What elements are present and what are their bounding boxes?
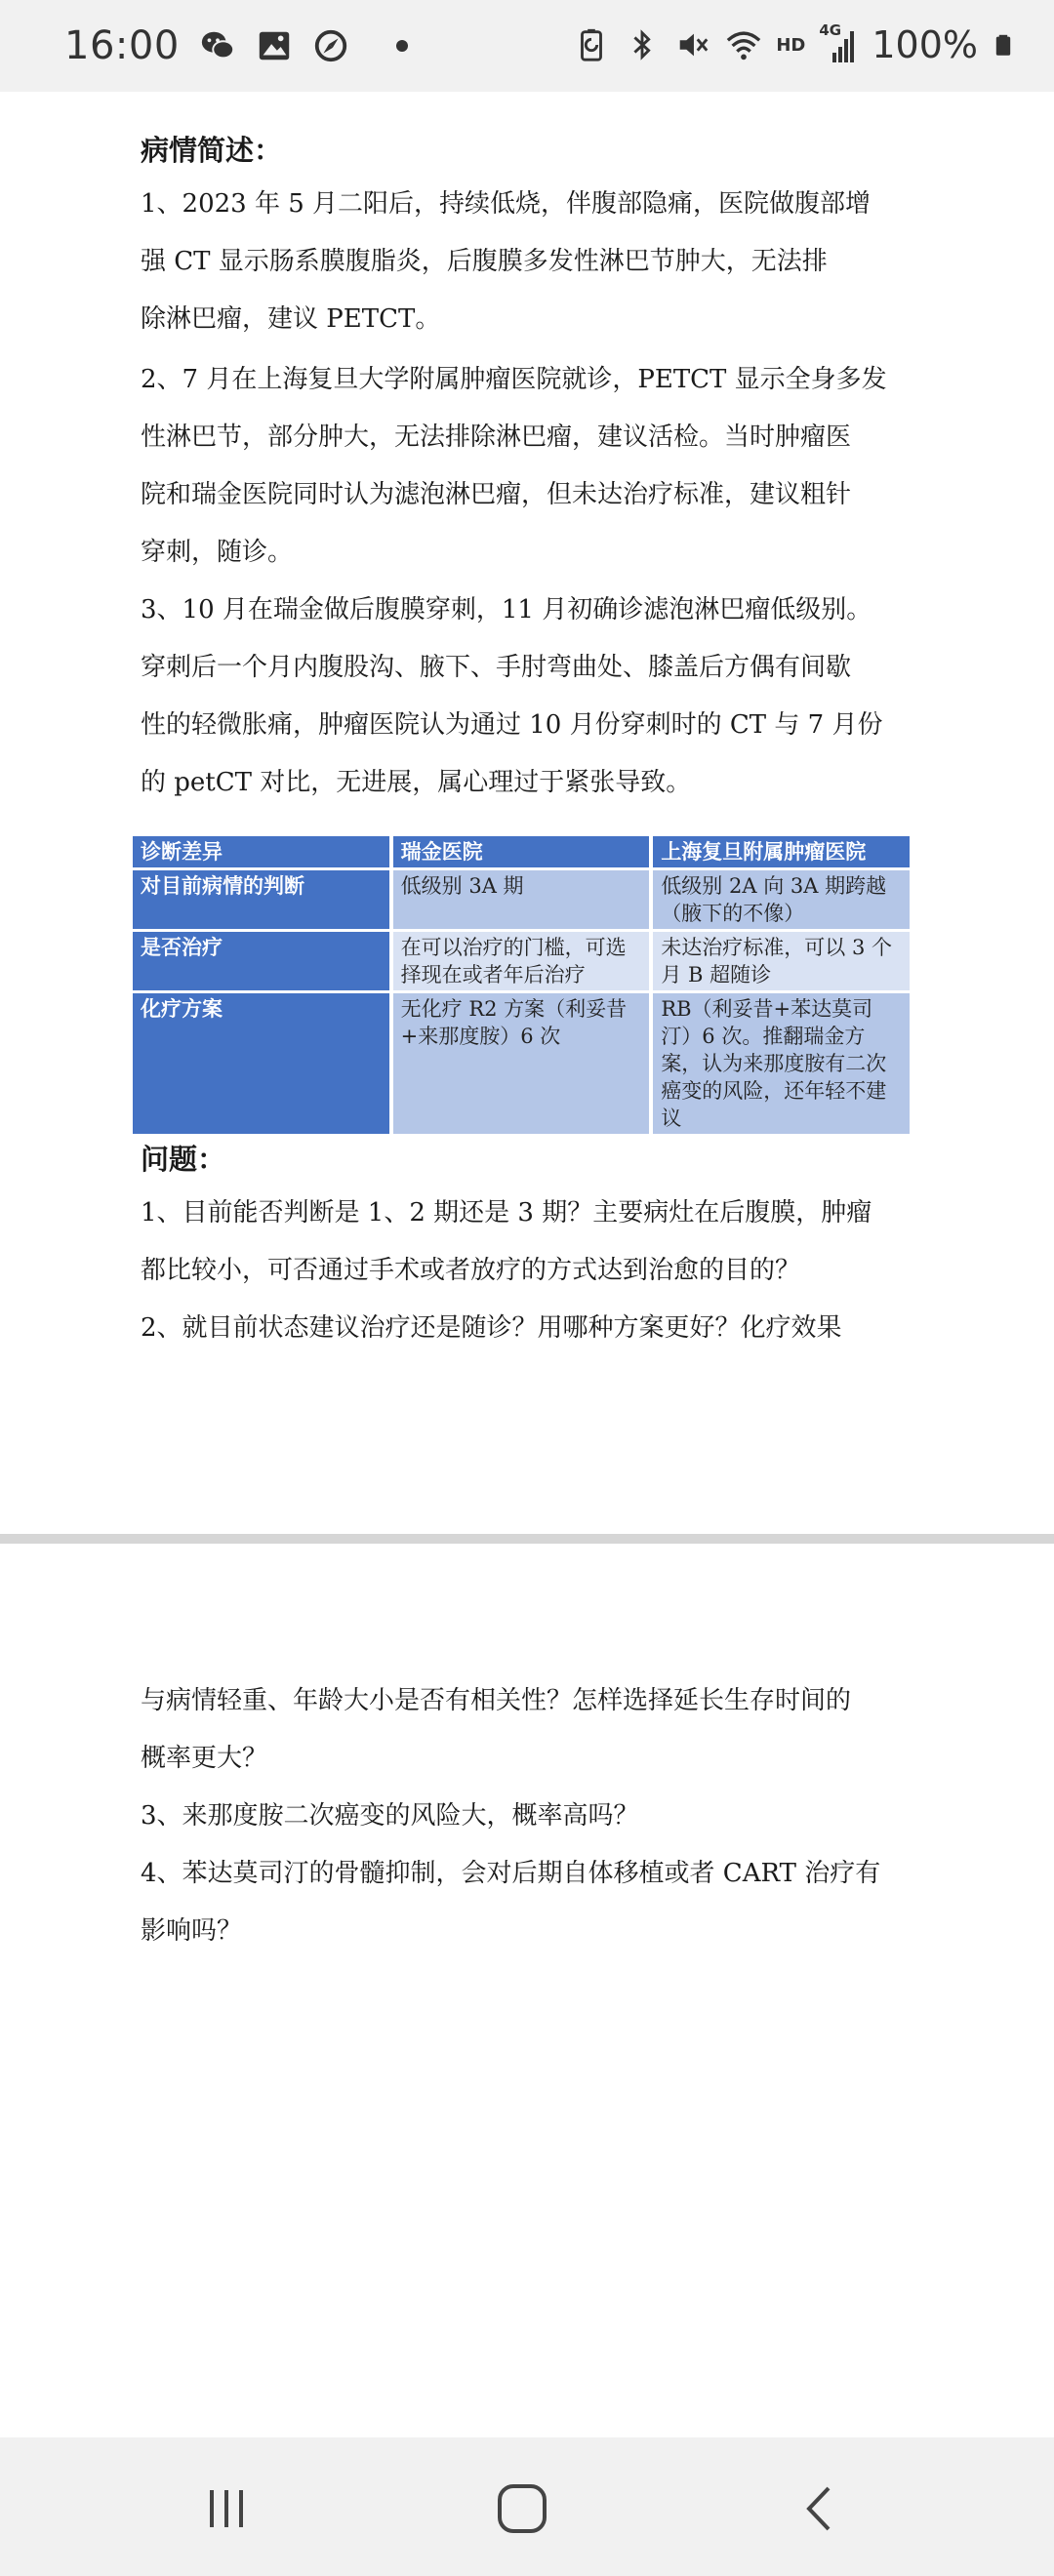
back-icon <box>795 2484 844 2533</box>
summary-title: 病情简述： <box>141 134 283 167</box>
gallery-icon <box>256 27 293 64</box>
table-cell: 在可以治疗的门槛，可选择现在或者年后治疗 <box>393 932 650 990</box>
document-page-2[interactable] <box>0 1544 1054 2437</box>
recents-button[interactable] <box>187 2475 265 2543</box>
recents-icon <box>202 2484 251 2533</box>
signal-icon <box>819 21 858 64</box>
status-bar <box>0 0 1054 92</box>
notification-dot <box>396 40 408 52</box>
table-row <box>133 993 910 1134</box>
network-type: 4G <box>819 21 842 39</box>
question-2-start: 2、就目前状态建议治疗还是随诊？用哪种方案更好？化疗效果 <box>141 1313 842 1343</box>
question-1: 1、目前能否判断是 1、2 期还是 3 期？主要病灶在后腹膜，肿瘤 都比较小，可否通过手术或者放疗的方式达到治愈的目的？ <box>141 1198 872 1285</box>
battery-icon <box>992 26 1015 63</box>
paragraph-3: 3、10 月在瑞金做后腹膜穿刺，11 月初确诊滤泡淋巴瘤低级别。 穿刺后一个月内腹股沟、腋下、手肘弯曲处、膝盖后方偶有间歇 性的轻微胀痛，肿瘤医院认为通过 10 月份穿刺时的 CT 与 7 月份 的 petCT 对比，无进展，属心理过于紧张导致。 <box>141 595 883 797</box>
battery-saver-icon <box>573 26 610 63</box>
clock: 16:00 <box>64 23 180 68</box>
question-4: 4、苯达莫司汀的骨髓抑制，会对后期自体移植或者 CART 治疗有 影响吗？ <box>141 1859 881 1946</box>
table-cell: 低级别 2A 向 3A 期跨越（腋下的不像） <box>653 870 910 929</box>
question-2-continued: 与病情轻重、年龄大小是否有相关性？怎样选择延长生存时间的 概率更大？ <box>141 1686 852 1773</box>
table-cell: 未达治疗标准，可以 3 个月 B 超随诊 <box>653 932 910 990</box>
bluetooth-icon <box>624 26 661 63</box>
compass-icon <box>312 27 349 64</box>
table-cell: 无化疗 R2 方案（利妥昔+来那度胺）6 次 <box>393 993 650 1134</box>
table-cell: RB（利妥昔+苯达莫司汀）6 次。推翻瑞金方案，认为来那度胺有二次癌变的风险，还年轻不建议 <box>653 993 910 1134</box>
paragraph-1: 1、2023 年 5 月二阳后，持续低烧，伴腹部隐痛，医院做腹部增 强 CT 显示肠系膜腹脂炎，后腹膜多发性淋巴节肿大，无法排 除淋巴瘤，建议 PETCT。 <box>141 189 872 334</box>
battery-percentage: 100% <box>872 23 978 66</box>
mute-icon <box>674 26 711 63</box>
document-page-1[interactable] <box>0 92 1054 1536</box>
table-header-row <box>133 836 910 867</box>
row-header: 对目前病情的判断 <box>133 870 389 929</box>
table-cell: 低级别 3A 期 <box>393 870 650 929</box>
diagnosis-comparison-table <box>129 833 913 1137</box>
wifi-icon <box>725 26 762 63</box>
row-header: 化疗方案 <box>133 993 389 1134</box>
home-button[interactable] <box>483 2475 561 2543</box>
table-row <box>133 932 910 990</box>
back-button[interactable] <box>781 2475 859 2543</box>
table-row <box>133 870 910 929</box>
page-divider <box>0 1534 1054 1544</box>
wechat-icon <box>199 27 236 64</box>
row-header: 是否治疗 <box>133 932 389 990</box>
table-header: 瑞金医院 <box>393 836 650 867</box>
home-icon <box>496 2482 548 2535</box>
question-3: 3、来那度胺二次癌变的风险大，概率高吗？ <box>141 1801 639 1831</box>
paragraph-2: 2、7 月在上海复旦大学附属肿瘤医院就诊，PETCT 显示全身多发 性淋巴节，部分肿大，无法排除淋巴瘤，建议活检。当时肿瘤医 院和瑞金医院同时认为滤泡淋巴瘤，但未达治疗标准，建议粗针 穿刺，随诊。 <box>141 365 887 567</box>
hd-label: HD <box>776 34 806 56</box>
navigation-bar <box>0 2437 1054 2576</box>
table-header: 上海复旦附属肿瘤医院 <box>653 836 910 867</box>
table-header: 诊断差异 <box>133 836 389 867</box>
questions-title: 问题： <box>141 1143 226 1176</box>
